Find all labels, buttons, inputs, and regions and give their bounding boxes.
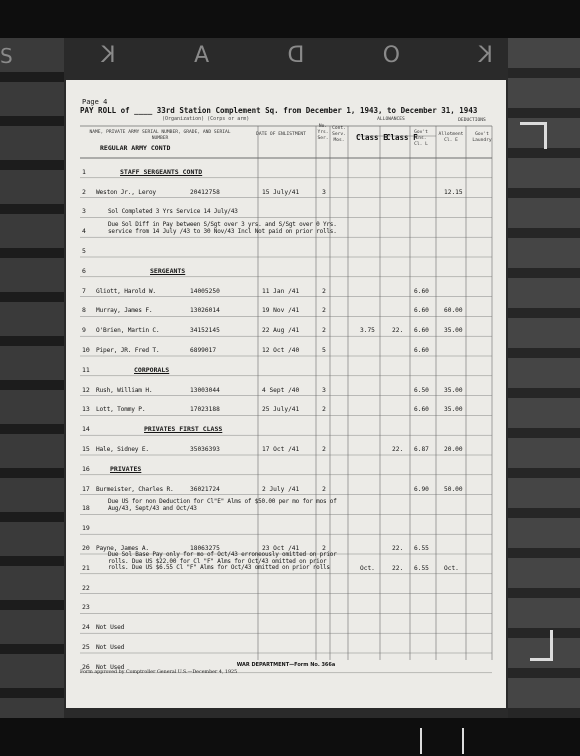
crop-mark-bottom-1	[420, 728, 422, 754]
row-number: 26	[82, 662, 90, 671]
row-number: 25	[82, 642, 90, 651]
payroll-page	[66, 80, 506, 708]
allotment-amount: 35.00	[444, 386, 463, 394]
employee-name: Piper, JR. Fred T.	[96, 346, 160, 354]
row-number: 2	[82, 187, 86, 196]
enlistment-date: 17 Oct /41	[262, 445, 300, 453]
serial-number: 13026014	[190, 307, 220, 315]
serial-number: 35036393	[190, 445, 220, 453]
payroll-title: PAY ROLL of ____ 33rd Station Complement Sq. from December 1, 1943, to December 31, 1943	[80, 106, 478, 115]
serial-number: 17023188	[190, 406, 220, 414]
crop-mark-top-right	[520, 122, 547, 149]
enlistment-date: 2 July /41	[262, 485, 300, 493]
film-bottom-strip	[0, 718, 580, 756]
enlistment-date: 25 July/41	[262, 406, 300, 414]
row-number: 12	[82, 385, 90, 394]
row-number: 15	[82, 444, 90, 453]
row-number: 21	[82, 563, 90, 572]
row-number: 4	[82, 227, 86, 236]
class-f-amount: 22.	[392, 445, 404, 453]
table-row	[80, 455, 492, 475]
govt-ins-amount: 6.90	[414, 485, 429, 493]
years-service: 2	[322, 326, 326, 335]
govt-ins-amount: 6.60	[414, 346, 429, 354]
serial-number: 14005250	[190, 287, 220, 295]
allotment-amount: 12.15	[444, 188, 463, 196]
table-row	[80, 376, 492, 396]
govt-ins-amount: 6.60	[414, 327, 429, 335]
employee-name: Murray, James F.	[96, 307, 153, 315]
serial-number: 6899017	[190, 346, 217, 354]
years-service: 3	[322, 187, 326, 196]
row-number: 3	[82, 207, 86, 216]
row-number: 19	[82, 524, 90, 533]
table-row	[80, 336, 492, 356]
crop-mark-bottom-2	[462, 728, 464, 754]
table-row	[80, 178, 492, 198]
years-service: 2	[322, 484, 326, 493]
row-number: 13	[82, 405, 90, 414]
row-number: 17	[82, 484, 90, 493]
kodak-letter: O	[378, 42, 401, 68]
years-service: 3	[322, 385, 326, 394]
section-heading: SERGEANTS	[150, 266, 186, 275]
enlistment-date: 22 Aug /41	[262, 327, 300, 335]
row-number: 24	[82, 623, 90, 632]
film-edge-letter: S	[0, 44, 13, 68]
table-row	[80, 613, 492, 633]
row-number: 14	[82, 425, 90, 434]
row-number: 20	[82, 543, 90, 552]
enlistment-date: 4 Sept /40	[262, 386, 300, 394]
enlistment-date: 15 July/41	[262, 188, 300, 196]
employee-name: Burmeister, Charles R.	[96, 485, 174, 493]
row-number: 10	[82, 345, 90, 354]
govt-ins-amount: 6.60	[414, 406, 429, 414]
allotment-amount: Oct.	[444, 564, 459, 572]
allotment-amount: 35.00	[444, 406, 463, 414]
form-approval: Form approved by Comptroller General U.S.—December 4, 1925	[80, 670, 238, 675]
serial-number: 13003044	[190, 386, 220, 394]
col-years-header: No. Yrs. Ser.	[317, 124, 329, 141]
row-number: 23	[82, 603, 90, 612]
years-service: 2	[322, 306, 326, 315]
col-deductions-header: DEDUCTIONS	[458, 118, 486, 123]
employee-name: Not Used	[96, 663, 125, 671]
film-left-strip	[0, 38, 64, 718]
page-number-label: Page 4	[82, 98, 108, 106]
col-class-e-header: Class E	[356, 133, 388, 142]
table-row	[80, 396, 492, 416]
table-row	[80, 574, 492, 594]
row-number: 6	[82, 266, 86, 275]
allotment-amount: 20.00	[444, 445, 463, 453]
class-e-amount: 3.75	[360, 327, 375, 335]
govt-ins-amount: 6.60	[414, 287, 429, 295]
row-number: 8	[82, 306, 86, 315]
table-row	[80, 514, 492, 534]
employee-name: Lott, Tommy P.	[96, 406, 146, 414]
row-number: 5	[82, 246, 86, 255]
row-number: 18	[82, 504, 90, 513]
kodak-letter: A	[190, 42, 210, 68]
col-govt-ins-header: Gov't Ins. Cl. L	[414, 130, 428, 147]
allotment-amount: 60.00	[444, 307, 463, 315]
employee-name: Hale, Sidney E.	[96, 445, 149, 453]
years-service: 5	[322, 345, 326, 354]
crop-mark-bottom-right	[530, 630, 553, 661]
serial-number: 18063275	[190, 544, 220, 552]
govt-ins-amount: 6.55	[414, 564, 429, 572]
col-cont-header: Cont. Serv. Mos.	[332, 126, 346, 143]
table-row	[80, 297, 492, 317]
col-laundry-header: Gov't Laundry	[472, 132, 492, 143]
enlistment-date: 19 Nov /41	[262, 307, 300, 315]
col-date-header: DATE OF ENLISTMENT	[256, 132, 306, 137]
years-service: 2	[322, 405, 326, 414]
section-heading: PRIVATES	[110, 464, 142, 473]
col-class-f-header: Class F	[386, 133, 418, 142]
class-f-amount: 22.	[392, 564, 404, 572]
kodak-letter: D	[283, 42, 305, 68]
col-allotment-header: Allotment Cl. E	[438, 132, 464, 143]
table-row	[80, 158, 492, 178]
table-row	[80, 277, 492, 297]
col-allowances-header: ALLOWANCES	[377, 117, 405, 122]
table-row	[80, 198, 492, 218]
govt-ins-amount: 6.87	[414, 445, 429, 453]
serial-number: 36021724	[190, 485, 220, 493]
table-row	[80, 356, 492, 376]
table-row	[80, 237, 492, 257]
table-row	[80, 594, 492, 614]
table-row	[80, 217, 492, 237]
section-heading: STAFF SERGEANTS CONTD	[120, 167, 203, 176]
serial-number: 34152145	[190, 327, 220, 335]
allotment-amount: 50.00	[444, 485, 463, 493]
row-number: 11	[82, 365, 90, 374]
table-row	[80, 633, 492, 653]
row-note: Due Sol Diff in Pay between S/Sgt over 3 yrs. and S/Sgt over 0 Yrs. service from 14 July /43 to 30 Nov/43 Incl Not paid on prior rolls.	[108, 221, 337, 235]
kodak-edge-marking	[60, 40, 530, 70]
enlistment-date: 11 Jan /41	[262, 287, 300, 295]
row-note: Sol Completed 3 Yrs Service 14 July/43	[108, 207, 238, 215]
employee-name: Weston Jr., Leroy	[96, 188, 156, 196]
film-top-strip	[0, 0, 580, 38]
employee-name: Gliott, Harold W.	[96, 287, 156, 295]
kodak-letter: K	[97, 42, 116, 68]
row-number: 9	[82, 326, 86, 335]
table-row	[80, 551, 492, 574]
section-heading: CORPORALS	[134, 365, 170, 374]
enlistment-date: 23 Oct /41	[262, 544, 300, 552]
govt-ins-amount: 6.55	[414, 544, 429, 552]
form-number: WAR DEPARTMENT—Form No. 366a	[236, 662, 336, 668]
class-e-amount: Oct.	[360, 564, 375, 572]
employee-name: Rush, William H.	[96, 386, 153, 394]
col-name-header: NAME, PRIVATE ARMY SERIAL NUMBER, GRADE, AND SERIAL NUMBER	[89, 130, 231, 141]
employee-name: O'Brien, Martin C.	[96, 327, 160, 335]
employee-name: Payne, James A.	[96, 544, 149, 552]
row-number: 16	[82, 464, 90, 473]
table-row	[80, 435, 492, 455]
years-service: 2	[322, 286, 326, 295]
years-service: 2	[322, 444, 326, 453]
allotment-amount: 35.00	[444, 327, 463, 335]
employee-name: Not Used	[96, 624, 125, 632]
employee-name: Not Used	[96, 643, 125, 651]
kodak-letter: K	[474, 42, 493, 68]
table-row	[80, 495, 492, 515]
row-number: 22	[82, 583, 90, 592]
row-number: 1	[82, 167, 86, 176]
row-note: Due Sol Base Pay only for mo of Oct/43 erroneously omitted on prior rolls. Due US $22.00 for Cl "F" Alms for Oct/43 omitted on prior rolls. Due US $6.55 Cl "F" Alms for Oct/43 omitted on prior rolls	[108, 551, 337, 572]
govt-ins-amount: 6.60	[414, 307, 429, 315]
enlistment-date: 12 Oct /40	[262, 346, 300, 354]
table-row	[80, 475, 492, 495]
payroll-subtitle: (Organization) (Corps or arm)	[162, 116, 250, 122]
table-row	[80, 316, 492, 336]
class-f-amount: 22.	[392, 327, 404, 335]
row-note: Due US for non Deduction for Cl"E" Alms of $50.00 per mo for mos of Aug/43, Sept/43 and Oct/43	[108, 498, 337, 512]
years-service: 2	[322, 543, 326, 552]
class-f-amount: 22.	[392, 544, 404, 552]
section-heading: PRIVATES FIRST CLASS	[144, 425, 223, 434]
serial-number: 20412758	[190, 188, 220, 196]
row-number: 7	[82, 286, 86, 295]
table-row	[80, 257, 492, 277]
section-title: REGULAR ARMY CONTD	[100, 144, 171, 152]
table-row	[80, 415, 492, 435]
govt-ins-amount: 6.50	[414, 386, 429, 394]
